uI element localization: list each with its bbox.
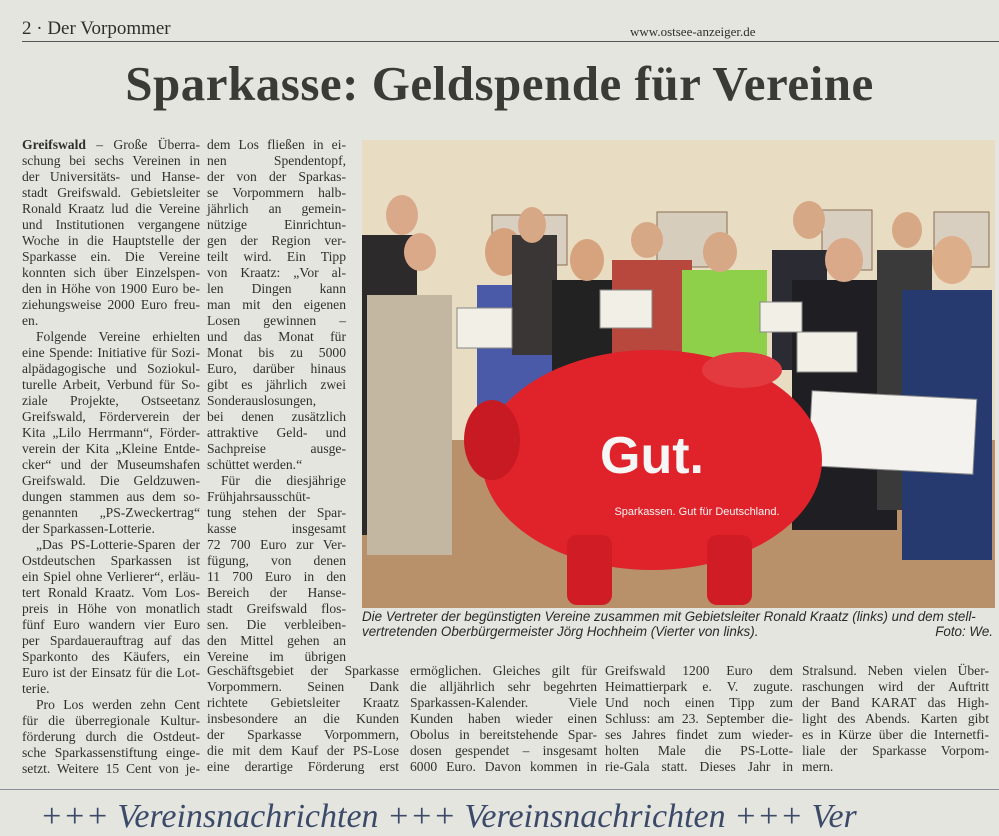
photo-caption bbox=[362, 609, 995, 639]
text-line: rie-Gala statt. Dieses Jahr in bbox=[605, 759, 793, 774]
text-line: Geschäftsgebiet der Sparkasse bbox=[207, 663, 399, 678]
text-line: fügung, von denen bbox=[207, 553, 346, 568]
text-line: turelle Arbeit, Verbund für So- bbox=[22, 377, 200, 392]
text-line: Folgende Vereine erhielten bbox=[36, 329, 200, 344]
text-line: für die überregionale Kultur- bbox=[22, 713, 200, 728]
text-line: Kunden haben wieder einen bbox=[410, 711, 597, 726]
text-line: kasse insgesamt bbox=[207, 521, 346, 536]
article-column-1 bbox=[22, 137, 200, 777]
text-line: richtete Gebietsleiter Kraatz bbox=[207, 695, 399, 710]
text-line: sen. Die verbleiben- bbox=[207, 617, 346, 632]
text-line: Sparkassen-Kalender. Viele bbox=[410, 695, 597, 710]
text-line: liale der Sparkasse Vorpom- bbox=[802, 743, 989, 758]
text-line: stadt Greifswald flos- bbox=[207, 601, 346, 616]
text-line: Sparkasse ein. Die Vereine bbox=[22, 249, 200, 264]
header-rule bbox=[22, 41, 999, 42]
article-column-4 bbox=[605, 663, 793, 775]
text-line: es in Kürze über die Internetfi- bbox=[802, 727, 989, 742]
text-line: Kita „Lilo Herrmann“, Förder- bbox=[22, 425, 200, 440]
text-line: ziehungsweise 2000 Euro freu- bbox=[22, 297, 200, 312]
text-line: 6000 Euro. Davon kommen in bbox=[410, 759, 597, 774]
text-line: Ronald Kraatz lud die Vereine bbox=[22, 201, 200, 216]
text-line: Sparkonto des Käufers, ein bbox=[22, 649, 200, 664]
text-line: Frühjahrsausschüt- bbox=[207, 489, 311, 504]
text-line: preis in Höhe von monatlich bbox=[22, 601, 200, 616]
text-line: Sonderauslosungen, bbox=[207, 393, 317, 408]
text-line: ein Spiel ohne Verlierer“, erläu- bbox=[22, 569, 200, 584]
text-line: mern. bbox=[802, 759, 834, 774]
text-line: der von der Sparkas- bbox=[207, 169, 346, 184]
text-line: 11 700 Euro in den bbox=[207, 569, 346, 584]
newspaper-url: www.ostsee-anzeiger.de bbox=[630, 24, 756, 39]
text-line: der Sparkassen-Lotterie. bbox=[22, 521, 155, 536]
text-line: Greifswald 1200 Euro dem bbox=[605, 663, 793, 678]
text-line: dem Los fließen in ei- bbox=[207, 137, 346, 152]
text-line: raschungen wird der Auftritt bbox=[802, 679, 989, 694]
text-line: eine derartige Förderung erst bbox=[207, 759, 399, 774]
text-line: Ostdeutschen Sparkassen ist bbox=[22, 553, 200, 568]
text-line: Vereine im übrigen bbox=[207, 649, 346, 664]
text-line: Für die diesjährige bbox=[221, 473, 346, 488]
text-line: genannten „PS-Zweckertrag“ bbox=[22, 505, 200, 520]
article-column-2-wide bbox=[207, 663, 399, 775]
text-line: stadt Greifswald. Gebietsleiter bbox=[22, 185, 200, 200]
text-line: den Mittel gehen an bbox=[207, 633, 346, 648]
text-line: Pro Los werden zehn Cent bbox=[36, 697, 200, 712]
text-line: bei denen zusätzlich bbox=[207, 409, 346, 424]
text-line: Euro, darüber hinaus bbox=[207, 361, 346, 376]
text-line: ziale Projekte, Ostseetanz bbox=[22, 393, 200, 408]
text-line-rest: – Große Überra- bbox=[85, 137, 200, 152]
text-line: konnten sich über Einzelspen- bbox=[22, 265, 200, 280]
text-line: Bereich der Hanse- bbox=[207, 585, 346, 600]
text-line: Greifswald, Förderverein der bbox=[22, 409, 200, 424]
text-line: Greifswald. Die Geldzuwen- bbox=[22, 473, 200, 488]
text-line: jährlich an gemein- bbox=[207, 201, 346, 216]
text-line: gen der Region ver- bbox=[207, 233, 346, 248]
text-line: man mit den eigenen bbox=[207, 297, 346, 312]
text-line: holten Male die PS-Lotte- bbox=[605, 743, 793, 758]
text-line: und Institutionen vergangene bbox=[22, 217, 200, 232]
caption-line-1: Die Vertreter der begünstigten Vereine zusammen mit Gebietsleiter Ronald Kraatz (links) und dem stell- bbox=[362, 609, 976, 624]
banner-rule bbox=[0, 789, 999, 790]
text-line: attraktive Geld- und bbox=[207, 425, 346, 440]
section-banner: +++ Vereinsnachrichten +++ Vereinsnachrichten +++ Ver bbox=[40, 798, 857, 835]
text-line: „Das PS-Lotterie-Sparen der bbox=[36, 537, 200, 552]
text-line: Obolus in bereitstehende Spar- bbox=[410, 727, 597, 742]
text-line: nützige Einrichtun- bbox=[207, 217, 346, 232]
article-headline: Sparkasse: Geldspende für Vereine bbox=[125, 56, 874, 111]
page-section-label: 2 · Der Vorpommer bbox=[22, 18, 171, 39]
caption-line-2: vertretenden Oberbürgermeister Jörg Hochheim (Vierter von links). bbox=[362, 624, 759, 639]
text-line: und das Monat für bbox=[207, 329, 346, 344]
text-line: teilt wird. Ein Tipp bbox=[207, 249, 346, 264]
text-line: der Sparkasse Vorpommern, bbox=[207, 727, 399, 742]
text-line: schüttet werden.“ bbox=[207, 457, 303, 472]
text-line: von Kraatz: „Vor al- bbox=[207, 265, 346, 280]
text-line: ses Jahres findet zum wieder- bbox=[605, 727, 793, 742]
text-line: Euro ist der Einsatz für die Lot- bbox=[22, 665, 200, 680]
text-line: dungen stammen aus dem so- bbox=[22, 489, 200, 504]
text-line: eine Spende: Initiative für Sozi- bbox=[22, 345, 200, 360]
text-line: en. bbox=[22, 313, 39, 328]
text-line: der Band KARAT das High- bbox=[802, 695, 989, 710]
text-line: Sachpreise ausge- bbox=[207, 441, 346, 456]
text-line: die alljährlich sehr begehrten bbox=[410, 679, 597, 694]
text-line: light des Abends. Karten gibt bbox=[802, 711, 989, 726]
text-line: Stralsund. Neben vielen Über- bbox=[802, 663, 989, 678]
text-line: den in Höhe von 1900 Euro be- bbox=[22, 281, 200, 296]
text-line: schung bei sechs Vereinen in bbox=[22, 153, 200, 168]
text-line: cker“ und der Museumshafen bbox=[22, 457, 200, 472]
text-line: die mit dem Kauf der PS-Lose bbox=[207, 743, 399, 758]
text-line: dosen gespendet – insgesamt bbox=[410, 743, 597, 758]
text-line: per Spardauerauftrag auf das bbox=[22, 633, 200, 648]
text-line: setzt. Weitere 15 Cent von je- bbox=[22, 761, 200, 776]
text-line: Monat bis zu 5000 bbox=[207, 345, 346, 360]
pig-logo-text: Gut. bbox=[600, 427, 704, 485]
article-photo bbox=[362, 140, 995, 608]
text-line: 72 700 Euro zur Ver- bbox=[207, 537, 346, 552]
text-line: Und noch einen Tipp zum bbox=[605, 695, 793, 710]
text-line: Woche in die Hauptstelle der bbox=[22, 233, 200, 248]
text-line: Schluss: am 23. September die- bbox=[605, 711, 793, 726]
article-column-3 bbox=[410, 663, 597, 775]
text-line: se Vorpommern halb- bbox=[207, 185, 346, 200]
article-column-2 bbox=[207, 137, 346, 665]
text-line: len Dingen kann bbox=[207, 281, 346, 296]
text-line: verein der Kita „Kleine Entde- bbox=[22, 441, 200, 456]
pig-slogan-text: Sparkassen. Gut für Deutschland. bbox=[614, 506, 780, 518]
text-line: terie. bbox=[22, 681, 50, 696]
text-line: gibt es jährlich zwei bbox=[207, 377, 346, 392]
text-line: alpädagogische und Soziokul- bbox=[22, 361, 200, 376]
text-line bbox=[22, 137, 200, 153]
text-line: Vorpommern. Seinen Dank bbox=[207, 679, 399, 694]
text-line: fünf Euro wandern vier Euro bbox=[22, 617, 200, 632]
dateline: Greifswald bbox=[22, 137, 86, 152]
text-line: ermöglichen. Gleiches gilt für bbox=[410, 663, 597, 678]
text-line: nen Spendentopf, bbox=[207, 153, 346, 168]
text-line: sche Sparkassenstiftung einge- bbox=[22, 745, 200, 760]
text-line: der Universitäts- und Hanse- bbox=[22, 169, 200, 184]
photo-credit: Foto: We. bbox=[935, 624, 993, 639]
article-column-5 bbox=[802, 663, 989, 775]
text-line: insbesondere an die Kunden bbox=[207, 711, 399, 726]
text-line: tert Ronald Kraatz. Vom Los- bbox=[22, 585, 200, 600]
text-line: tung stehen der Spar- bbox=[207, 505, 346, 520]
text-line: Heimattierpark e. V. zugute. bbox=[605, 679, 793, 694]
text-line: förderung durch die Ostdeut- bbox=[22, 729, 200, 744]
text-line: Losen gewinnen – bbox=[207, 313, 346, 328]
